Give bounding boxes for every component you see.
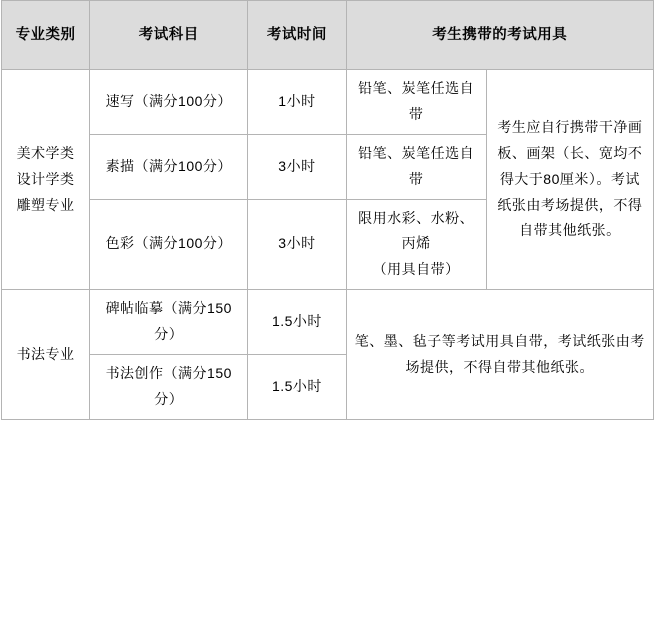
cell-subject: 碑帖临摹（满分150分） — [90, 290, 248, 355]
cell-major-category-calligraphy: 书法专业 — [2, 290, 90, 420]
tools-line: （用具自带） — [372, 261, 460, 278]
table-header — [2, 1, 654, 70]
major-line: 美术学类 — [16, 144, 75, 161]
cell-time: 1.5小时 — [248, 290, 346, 355]
exam-schedule-table — [1, 0, 654, 420]
cell-time: 3小时 — [248, 134, 346, 199]
table-body — [2, 70, 654, 420]
cell-note-art: 考生应自行携带干净画板、画架（长、宽均不得大于80厘米）。考试纸张由考场提供，不得自带其他纸张。 — [486, 70, 653, 290]
header-major-category: 专业类别 — [2, 1, 90, 70]
table-row — [2, 70, 654, 135]
cell-tools: 铅笔、炭笔任选自带 — [346, 70, 486, 135]
cell-subject: 素描（满分100分） — [90, 134, 248, 199]
cell-subject: 色彩（满分100分） — [90, 199, 248, 290]
cell-time: 1.5小时 — [248, 355, 346, 420]
cell-time: 3小时 — [248, 199, 346, 290]
cell-subject: 速写（满分100分） — [90, 70, 248, 135]
major-line: 雕塑专业 — [16, 196, 75, 213]
cell-subject: 书法创作（满分150分） — [90, 355, 248, 420]
table-header-row — [2, 1, 654, 70]
major-line: 设计学类 — [16, 170, 75, 187]
cell-tools: 铅笔、炭笔任选自带 — [346, 134, 486, 199]
tools-line: 限用水彩、水粉、丙烯 — [358, 209, 475, 252]
table-row — [2, 290, 654, 355]
header-exam-time: 考试时间 — [248, 1, 346, 70]
cell-time: 1小时 — [248, 70, 346, 135]
header-exam-tools: 考生携带的考试用具 — [346, 1, 654, 70]
cell-major-category-art — [2, 70, 90, 290]
cell-tools — [346, 199, 486, 290]
header-exam-subject: 考试科目 — [90, 1, 248, 70]
cell-note-calligraphy: 笔、墨、毡子等考试用具自带，考试纸张由考场提供，不得自带其他纸张。 — [346, 290, 654, 420]
